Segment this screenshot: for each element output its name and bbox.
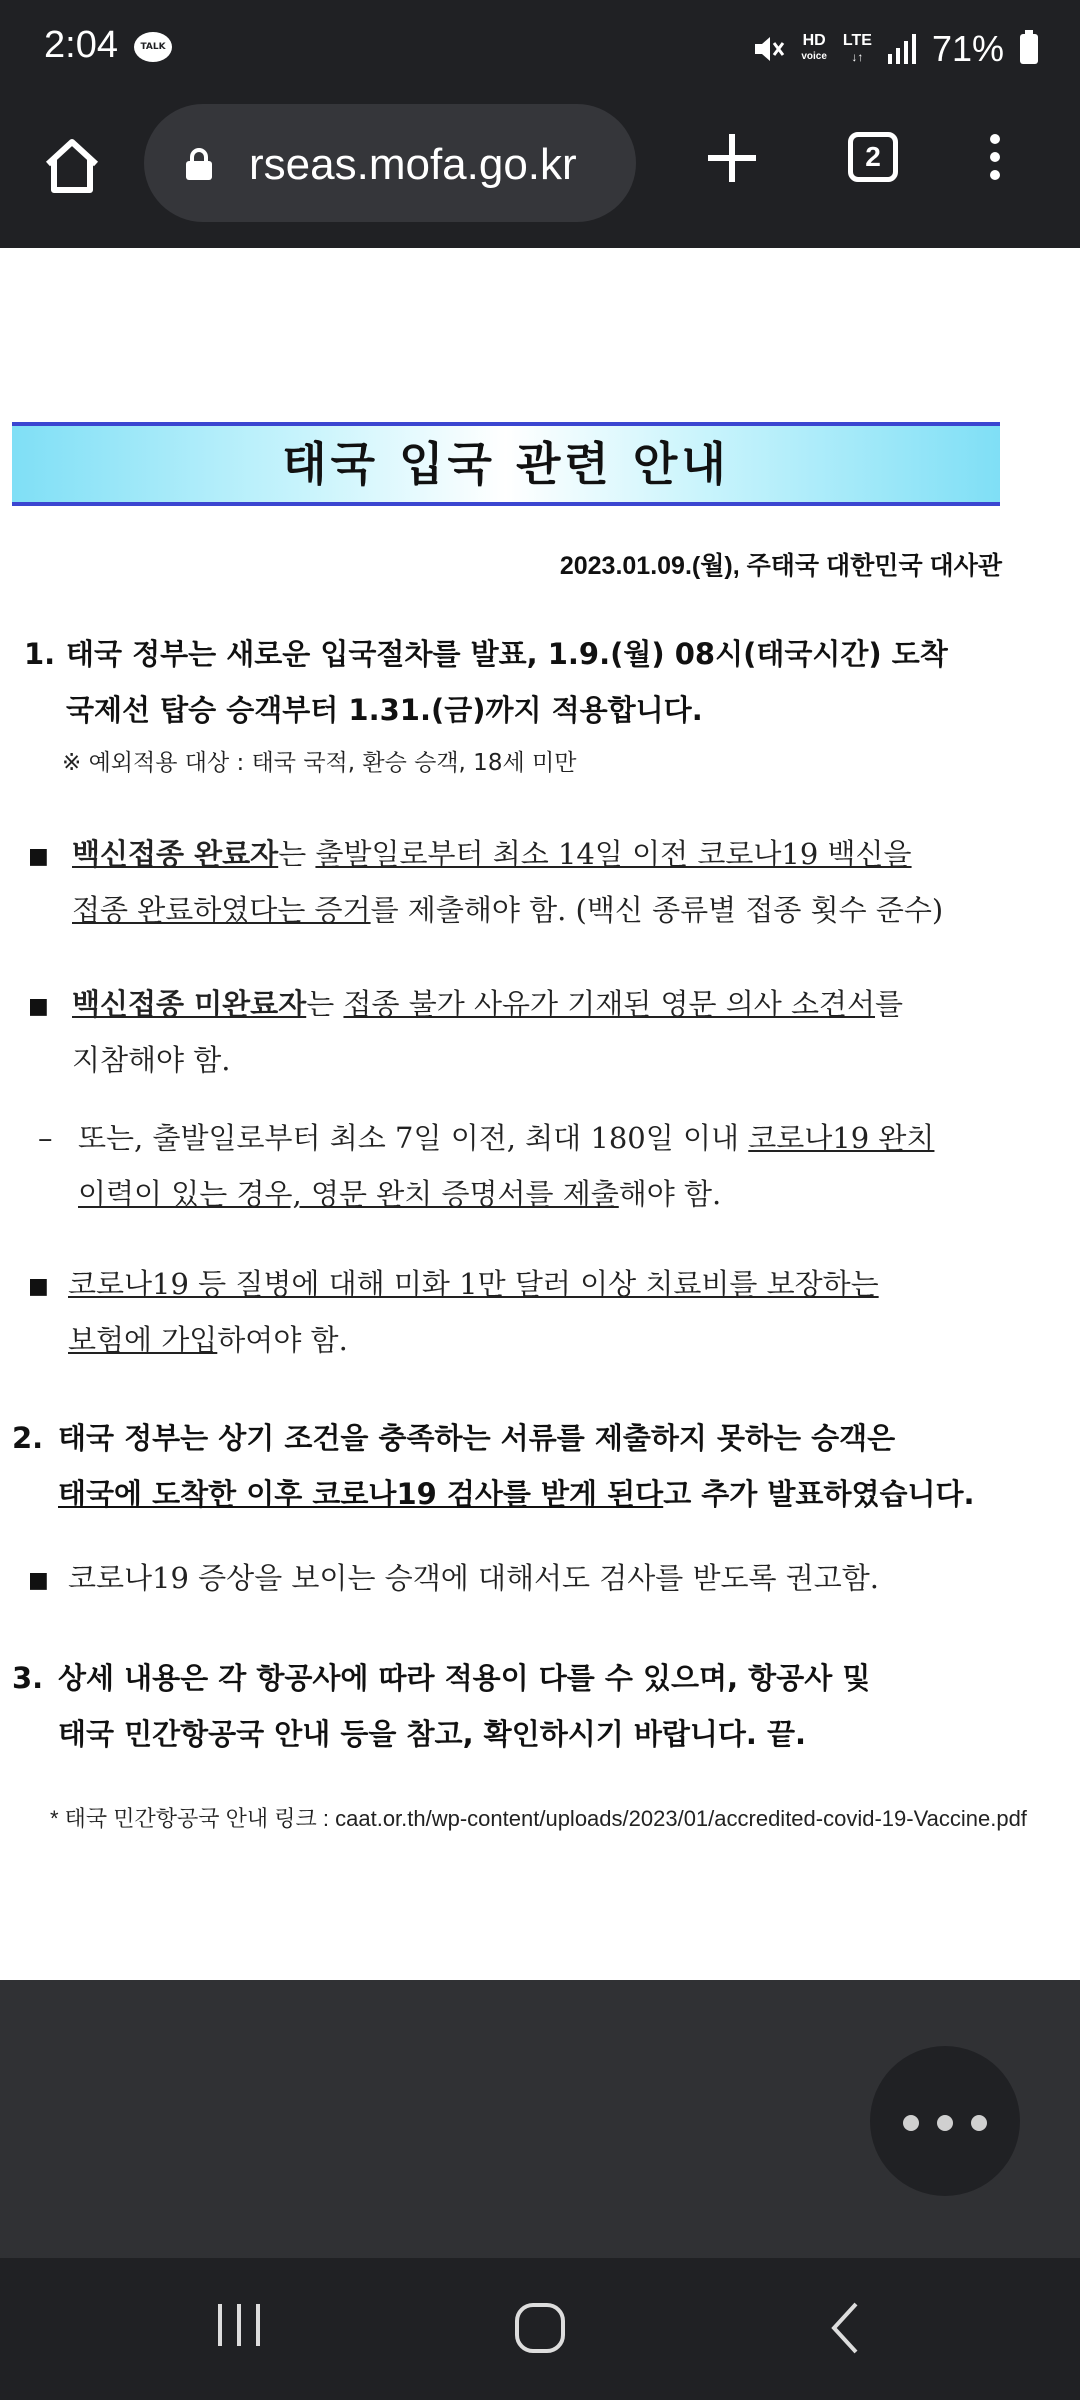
- bullet-4-text: 코로나19 증상을 보이는 승객에 대해서도 검사를 받도록 권고함.: [68, 1561, 879, 1595]
- back-icon[interactable]: [826, 2300, 866, 2356]
- item-2-l2a: 태국에 도착한 이후 코로나19 검사를 받게 된다: [58, 1477, 664, 1511]
- bullet-3-l2a: 보험에 가입: [68, 1323, 218, 1357]
- bullet-1-label: 백신접종 완료자: [72, 837, 279, 871]
- item-2-line1: 태국 정부는 상기 조건을 충족하는 서류를 제출하지 못하는 승객은: [58, 1421, 896, 1455]
- item-1-line1: 태국 정부는 새로운 입국절차를 발표, 1.9.(월) 08시(태국시간) 도착: [66, 637, 948, 671]
- bullet-2-line2: 지참해야 함.: [72, 1043, 231, 1077]
- bullet-2-l1c: 를: [875, 987, 904, 1021]
- browser-toolbar: [0, 100, 1080, 248]
- lte-label: LTE: [842, 32, 872, 49]
- item-3-number: 3.: [12, 1661, 44, 1695]
- bullet-1-l2a: 접종 완료하였다는 증거: [72, 893, 371, 927]
- address-bar[interactable]: [144, 104, 636, 222]
- bullet-2-line1: [72, 976, 903, 1032]
- bullet-3-line1: 코로나19 등 질병에 대해 미화 1만 달러 이상 치료비를 보장하는: [68, 1267, 879, 1301]
- lock-icon[interactable]: [184, 148, 214, 180]
- mute-icon: [751, 32, 785, 66]
- status-bar: [0, 0, 1080, 100]
- status-time: 2:04: [44, 24, 118, 66]
- bullet-3-line2: [68, 1312, 348, 1368]
- dash-l2a: 이력이 있는 경우, 영문 완치 증명서를 제출: [78, 1177, 619, 1211]
- bullet-1-l1b: 출발일로부터 최소 14일 이전 코로나19 백신을: [315, 837, 912, 871]
- item-3-line1: 상세 내용은 각 항공사에 따라 적용이 다를 수 있으며, 항공사 및: [58, 1661, 871, 1695]
- bullet-2-label: 백신접종 미완료자: [72, 987, 307, 1021]
- dash-line1: [78, 1110, 934, 1166]
- dash-l1b: 코로나19 완치: [748, 1121, 935, 1155]
- recent-apps-icon[interactable]: [214, 2300, 264, 2350]
- plus-icon[interactable]: [704, 130, 760, 186]
- bullet-1-l1a: 는: [278, 837, 316, 871]
- more-horiz-icon[interactable]: [870, 2046, 1020, 2196]
- item-1-exception-note: ※ 예외적용 대상 : 태국 국적, 환승 승객, 18세 미만: [62, 750, 577, 776]
- caat-link-note: * 태국 민간항공국 안내 링크 : caat.or.th/wp-content/uploads/2023/01/accredited-covid-19-Vaccine.pdf: [50, 1806, 1027, 1831]
- battery-icon: [1020, 34, 1038, 64]
- bullet-1-line2: [72, 882, 943, 938]
- status-icons: [751, 24, 1038, 74]
- bullet-2-l1b: 접종 불가 사유가 기재된 영문 의사 소견서: [343, 987, 876, 1021]
- lte-badge: LTE ↓↑: [842, 32, 872, 64]
- talk-icon: TALK: [134, 32, 172, 62]
- tab-switcher-button[interactable]: 2: [848, 132, 898, 182]
- home-icon[interactable]: [40, 134, 104, 198]
- item-3-line2: 태국 민간항공국 안내 등을 참고, 확인하시기 바랍니다. 끝.: [58, 1717, 807, 1751]
- item-1-line2: 국제선 탑승 승객부터 1.31.(금)까지 적용합니다.: [66, 693, 703, 727]
- signal-icon: [888, 34, 916, 64]
- home-circle-icon[interactable]: [512, 2300, 568, 2356]
- dash-l1a: 또는, 출발일로부터 최소 7일 이전, 최대 180일 이내: [78, 1121, 749, 1155]
- bullet-1-marker: ■: [28, 844, 49, 869]
- bullet-3-marker: ■: [28, 1274, 49, 1299]
- bullet-1-l2b: 를 제출해야 함. (백신 종류별 접종 횟수 준수): [370, 893, 944, 927]
- item-2-number: 2.: [12, 1421, 44, 1455]
- dash-l2b: 해야 함.: [618, 1177, 722, 1211]
- hd-label: HD: [802, 32, 826, 49]
- item-2-line2: [58, 1466, 975, 1522]
- web-page[interactable]: [0, 248, 1080, 1980]
- system-nav-bar: [0, 2258, 1080, 2400]
- url-text[interactable]: rseas.mofa.go.kr: [249, 140, 577, 189]
- more-vert-icon[interactable]: [980, 130, 1010, 190]
- dash-line2: [78, 1166, 721, 1222]
- battery-percent: 71%: [931, 28, 1004, 69]
- bullet-4-marker: ■: [28, 1568, 49, 1593]
- hd-voice-badge: [801, 33, 827, 65]
- document-date: 2023.01.09.(월), 주태국 대한민국 대사관: [559, 552, 1002, 580]
- bullet-3-l2b: 하여야 함.: [217, 1323, 348, 1357]
- dash-marker: –: [38, 1121, 53, 1155]
- bullet-1-line1: [72, 826, 912, 882]
- bullet-2-marker: ■: [28, 994, 49, 1019]
- document-title: 태국 입국 관련 안내: [12, 422, 1000, 506]
- item-2-l2b: 고 추가 발표하였습니다.: [663, 1477, 975, 1511]
- bullet-2-l1a: 는: [306, 987, 344, 1021]
- voice-label: voice: [801, 51, 827, 62]
- item-1-number: 1.: [24, 637, 56, 671]
